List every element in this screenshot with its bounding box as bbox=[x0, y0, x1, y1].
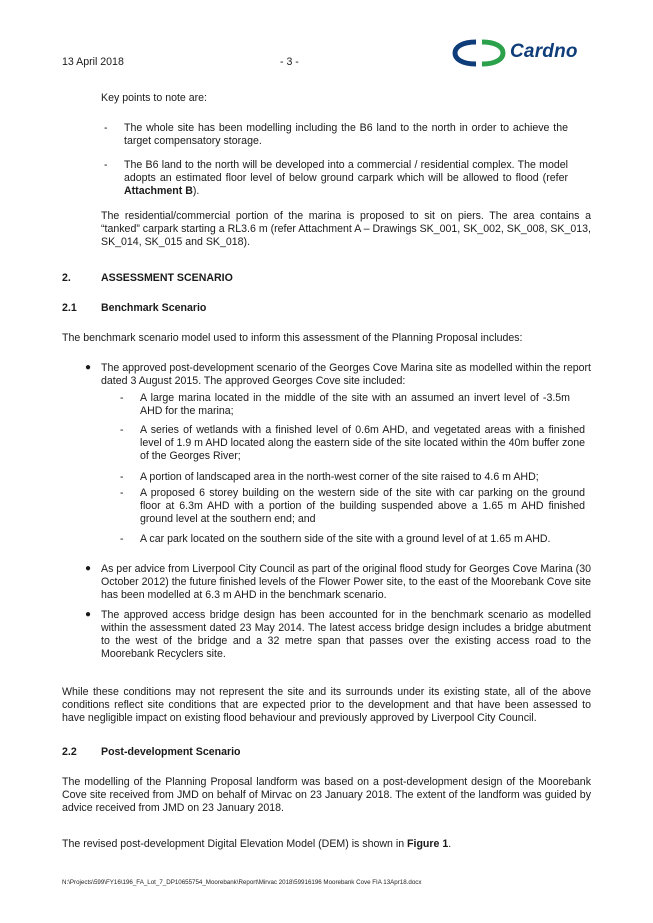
dash-marker: - bbox=[120, 424, 124, 436]
key-point-2-text: The B6 land to the north will be developed into a commercial / residential complex. The model adopts an estimated floor level of below ground carpark which will be allowed to flood (refer Attachment B). bbox=[124, 159, 568, 197]
dash-marker: - bbox=[120, 392, 124, 404]
sub-item-1: A large marina located in the middle of the site with an assumed an invert level of -3.5m AHD for the marina; bbox=[140, 392, 570, 417]
benchmark-closing: While these conditions may not represent the site and its surrounds under its existing state, all of the above conditions reflect site conditions that are expected prior to the development and that have been assessed to have negligible impact on existing flood behaviour and previously approved by Liverpool City Council. bbox=[62, 686, 591, 724]
key-points-intro: Key points to note are: bbox=[101, 92, 208, 104]
footer-file-path: N:\Projects\599\FY16\196_FA_Lot_7_DP10655754_Moorebank\Report\Mirvac 2018\59916196 Moorebank Cove FIA 13Apr18.docx bbox=[62, 879, 422, 886]
dash-marker: - bbox=[104, 159, 108, 171]
page-number: - 3 - bbox=[280, 56, 299, 68]
cardno-logo bbox=[452, 37, 612, 69]
bullet-dot: ● bbox=[85, 609, 92, 620]
bullet-dot: ● bbox=[85, 563, 92, 574]
section-2-1-number: 2.1 bbox=[62, 302, 77, 314]
section-2-2-number: 2.2 bbox=[62, 746, 77, 758]
attachment-b-ref: Attachment B bbox=[124, 185, 193, 197]
dash-marker: - bbox=[120, 487, 124, 499]
figure-1-ref: Figure 1 bbox=[407, 838, 449, 850]
section-2-number: 2. bbox=[62, 272, 71, 284]
dash-marker: - bbox=[120, 471, 124, 483]
cardno-logo-text: Cardno bbox=[510, 41, 578, 62]
key-point-2 bbox=[124, 159, 568, 198]
benchmark-bullet-1: The approved post-development scenario of the Georges Cove Marina site as modelled within the report dated 3 August 2015. The approved Georges Cove site included: bbox=[101, 362, 591, 387]
section-2-2-title: Post-development Scenario bbox=[101, 746, 241, 758]
post-dev-para-2-suffix: . bbox=[448, 838, 452, 850]
sub-item-3: A portion of landscaped area in the north-west corner of the site raised to 4.6 m AHD; bbox=[140, 471, 539, 483]
sub-item-4: A proposed 6 storey building on the western side of the site with car parking on the ground floor at 6.3m AHD with a portion of the building suspended above a 1.65 m AHD finished ground level at the southern end; and bbox=[140, 487, 585, 525]
benchmark-bullet-3: The approved access bridge design has been accounted for in the benchmark scenario as modelled within the assessment dated 23 May 2014. The latest access bridge design includes a bridge abutment to the west of the bridge and a 32 metre span that passes over the existing access road to the Moorebank Recyclers site. bbox=[101, 609, 591, 660]
section-2-title: ASSESSMENT SCENARIO bbox=[101, 272, 233, 284]
section-2-1-title: Benchmark Scenario bbox=[101, 302, 207, 314]
dash-marker: - bbox=[104, 122, 108, 134]
cardno-logo-mark-icon bbox=[452, 37, 512, 69]
sub-item-2: A series of wetlands with a finished level of 0.6m AHD, and vegetated areas with a finished level of 1.9 m AHD located along the eastern side of the site located within the 40m buffer zone of the Georges River; bbox=[140, 424, 586, 462]
marina-piers-paragraph: The residential/commercial portion of the marina is proposed to sit on piers. The area contains a “tanked” carpark starting a RL3.6 m (refer Attachment A – Drawings SK_001, SK_002, SK_008, SK_013, SK_014, SK_015 and SK_018). bbox=[101, 210, 591, 248]
benchmark-intro: The benchmark scenario model used to inform this assessment of the Planning Proposal includes: bbox=[62, 332, 523, 344]
sub-item-5: A car park located on the southern side of the site with a ground level of at 1.65 m AHD. bbox=[140, 533, 551, 545]
key-point-1: The whole site has been modelling including the B6 land to the north in order to achieve the target compensatory storage. bbox=[124, 122, 568, 147]
benchmark-bullet-2: As per advice from Liverpool City Council as part of the original flood study for Georges Cove Marina (30 October 2012) the future finished levels of the Flower Power site, to the east of the Moorebank Cove site has been modelled at 6.3 m AHD in the benchmark scenario. bbox=[101, 563, 591, 601]
post-dev-para-1: The modelling of the Planning Proposal landform was based on a post-development design of the Moorebank Cove site received from JMD on behalf of Mirvac on 23 January 2018. The extent of the landform was guided by advice received from JMD on 23 January 2018. bbox=[62, 776, 591, 814]
post-dev-para-2-prefix: The revised post-development Digital Elevation Model (DEM) is shown in bbox=[62, 838, 408, 850]
header-date: 13 April 2018 bbox=[62, 56, 124, 68]
bullet-dot: ● bbox=[85, 362, 92, 373]
dash-marker: - bbox=[120, 533, 124, 545]
post-dev-para-2 bbox=[62, 838, 451, 851]
